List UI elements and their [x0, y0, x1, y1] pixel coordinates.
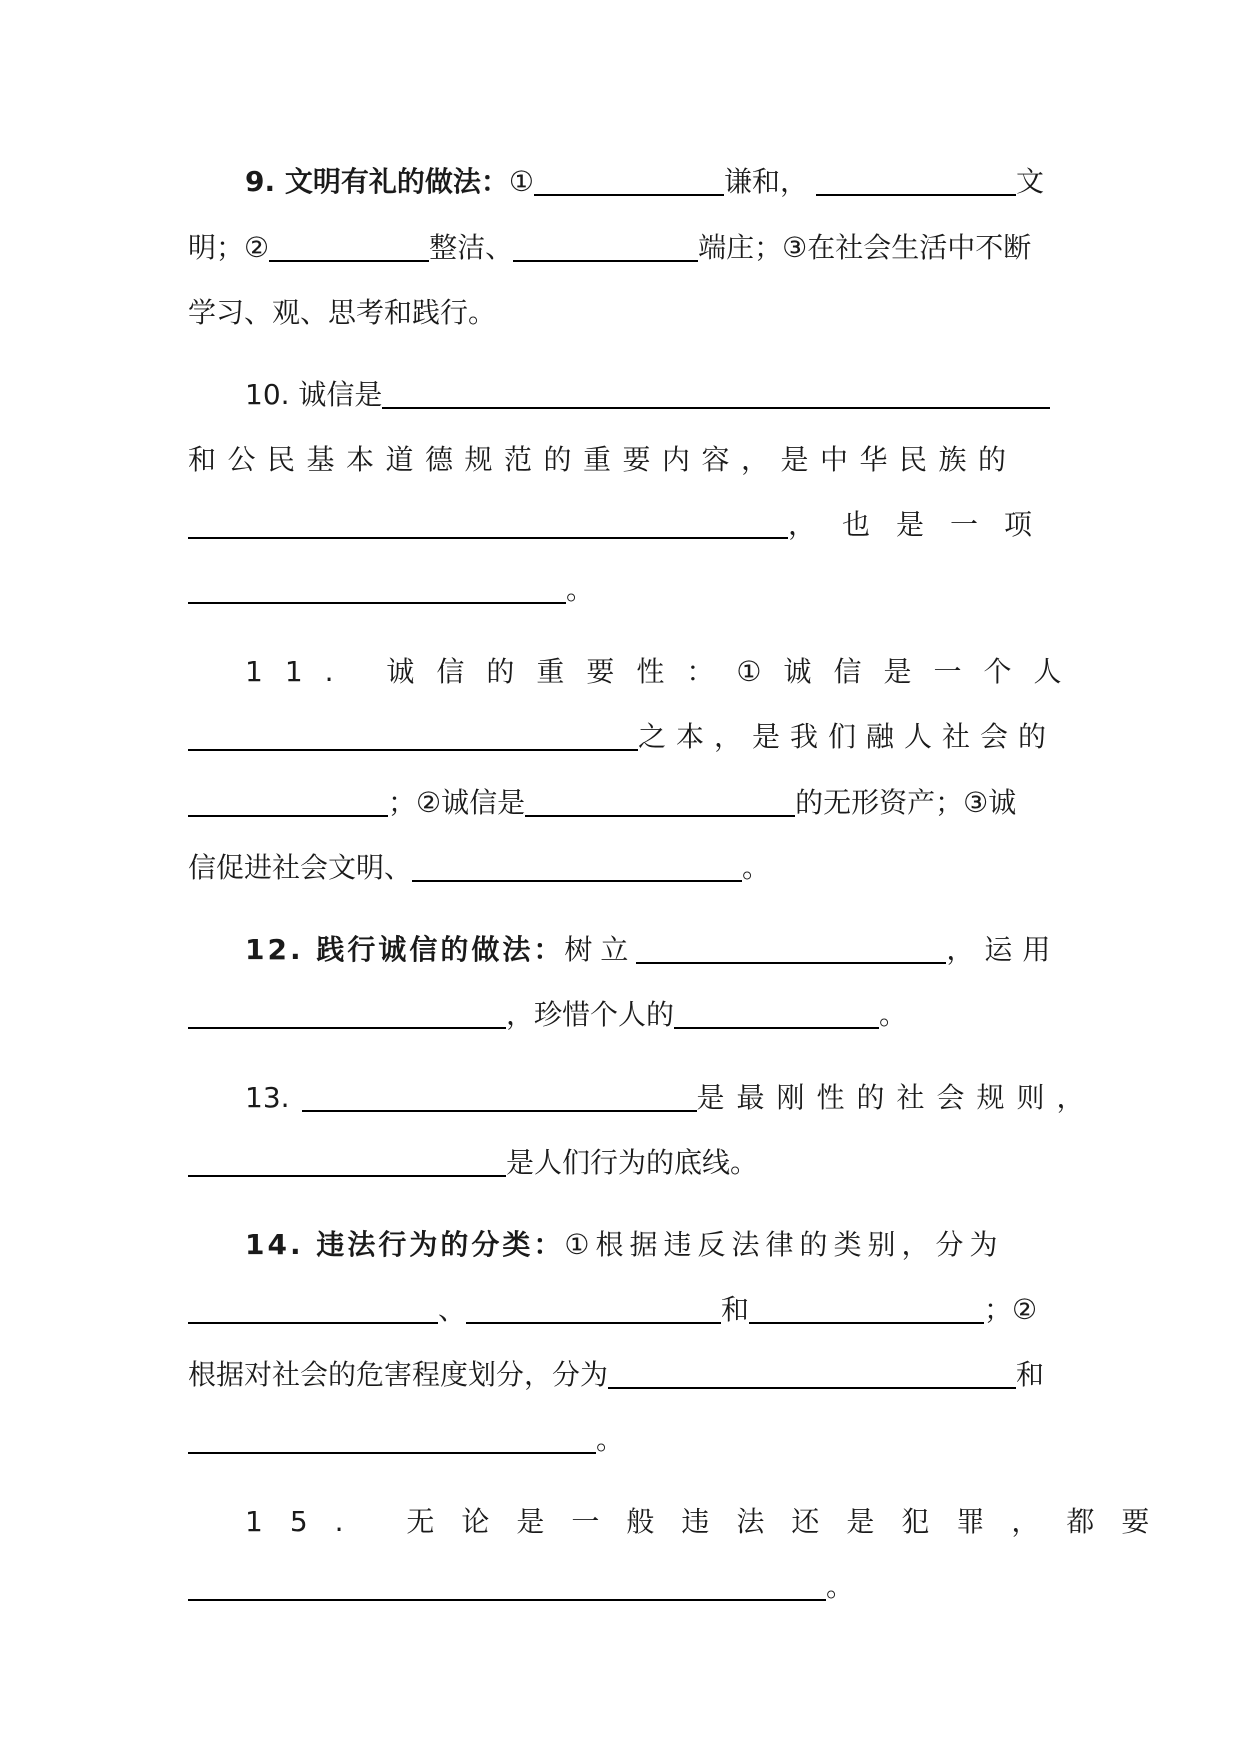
q11-line1 [245, 652, 1084, 692]
q11-line2-tail: 之本，是我们融人社会的 [638, 720, 1057, 753]
q10-line2-text: 和公民基本道德规范的重要内容，是中华民族的 [188, 443, 1018, 476]
q9-line2-start: 明；② [188, 231, 270, 264]
q11-blank-3[interactable] [525, 815, 795, 817]
q9-blank-2[interactable] [816, 194, 1016, 196]
q11-line3 [188, 783, 1050, 823]
q12-word1: 树立 [564, 933, 637, 966]
q9-line2 [188, 228, 1050, 268]
q14-line1-tail: ①根据违反法律的类别，分为 [564, 1228, 1004, 1261]
q11-blank-2[interactable] [188, 815, 388, 817]
q10-line1 [245, 375, 1050, 415]
q13-line1-tail: 是最刚性的社会规则， [696, 1081, 1097, 1114]
q14-line1 [245, 1225, 1050, 1265]
q10-lead: 10. 诚信是 [245, 378, 383, 411]
q14-blank-2[interactable] [466, 1322, 721, 1324]
q14-sep2: 和 [721, 1293, 750, 1326]
q10-line4 [188, 570, 594, 610]
q9-word3: 整洁、 [429, 231, 514, 264]
q9-mark1: ① [508, 165, 534, 198]
q9-line3-text: 学习、观、思考和践行。 [188, 296, 497, 329]
q9-word4: 端庄；③在社会生活中不断 [698, 231, 1032, 264]
q13-blank-1[interactable] [302, 1110, 697, 1112]
q12-blank-1[interactable] [636, 962, 946, 964]
q11-line4-start: 信促进社会文明、 [188, 851, 413, 884]
q11-lead: 11. 诚信的重要性：①诚信是一个人 [245, 655, 1084, 688]
q13-lead: 13. [245, 1081, 290, 1114]
q9-lead: 9. 文明有礼的做法： [245, 165, 509, 198]
q10-blank-1[interactable] [382, 407, 1050, 409]
q14-line3-tail: 和 [1016, 1358, 1045, 1391]
q12-blank-3[interactable] [674, 1027, 879, 1029]
q11-line3-mid: ；②诚信是 [388, 786, 526, 819]
q9-blank-1[interactable] [534, 194, 724, 196]
q13-blank-2[interactable] [188, 1175, 506, 1177]
q15-line2-tail: 。 [826, 1570, 855, 1603]
q9-line1 [245, 162, 1050, 202]
q9-word1: 谦和， [723, 165, 808, 198]
q13-line2 [188, 1143, 758, 1183]
q9-word2: 文 [1016, 165, 1045, 198]
q14-line4-tail: 。 [596, 1423, 625, 1456]
q12-word2: ，运用 [946, 933, 1061, 966]
q13-line2-tail: 是人们行为的底线。 [506, 1146, 759, 1179]
q14-blank-4[interactable] [608, 1387, 1016, 1389]
q11-blank-4[interactable] [412, 880, 742, 882]
q11-line4 [188, 848, 770, 888]
q14-line3 [188, 1355, 1050, 1395]
q12-line1 [245, 930, 1061, 970]
q14-line3-start: 根据对社会的危害程度划分，分为 [188, 1358, 609, 1391]
q12-line2 [188, 995, 907, 1035]
q12-lead: 12. 践行诚信的做法： [245, 933, 565, 966]
q11-blank-1[interactable] [188, 749, 638, 751]
q13-line1 [245, 1078, 1097, 1118]
q11-line4-tail: 。 [742, 851, 771, 884]
q15-line2 [188, 1567, 854, 1607]
q14-sep3: ；② [984, 1293, 1038, 1326]
q10-line3 [188, 505, 1059, 545]
q15-blank-1[interactable] [188, 1599, 826, 1601]
q12-line2-mid: ，珍惜个人的 [506, 998, 675, 1031]
q14-line4 [188, 1420, 624, 1460]
q14-sep1: 、 [438, 1293, 467, 1326]
q14-lead: 14. 违法行为的分类： [245, 1228, 565, 1261]
q11-line3-tail: 的无形资产；③诚 [795, 786, 1017, 819]
q9-blank-4[interactable] [513, 260, 698, 262]
q9-line3 [188, 293, 496, 333]
q15-lead: 15. 无论是一般违法还是犯罪，都要 [245, 1505, 1177, 1538]
q14-blank-3[interactable] [749, 1322, 984, 1324]
q9-blank-3[interactable] [269, 260, 429, 262]
q14-line2 [188, 1290, 1050, 1330]
q15-line1 [245, 1502, 1177, 1542]
q14-blank-1[interactable] [188, 1322, 438, 1324]
q10-blank-2[interactable] [188, 537, 788, 539]
q10-line2 [188, 440, 1050, 480]
q10-blank-3[interactable] [188, 602, 566, 604]
q10-line3-tail: ，也是一项 [788, 508, 1059, 541]
q12-blank-2[interactable] [188, 1027, 506, 1029]
q11-line2 [188, 717, 1057, 757]
q10-line4-tail: 。 [566, 573, 595, 606]
q14-blank-5[interactable] [188, 1452, 596, 1454]
q12-line2-tail: 。 [879, 998, 908, 1031]
